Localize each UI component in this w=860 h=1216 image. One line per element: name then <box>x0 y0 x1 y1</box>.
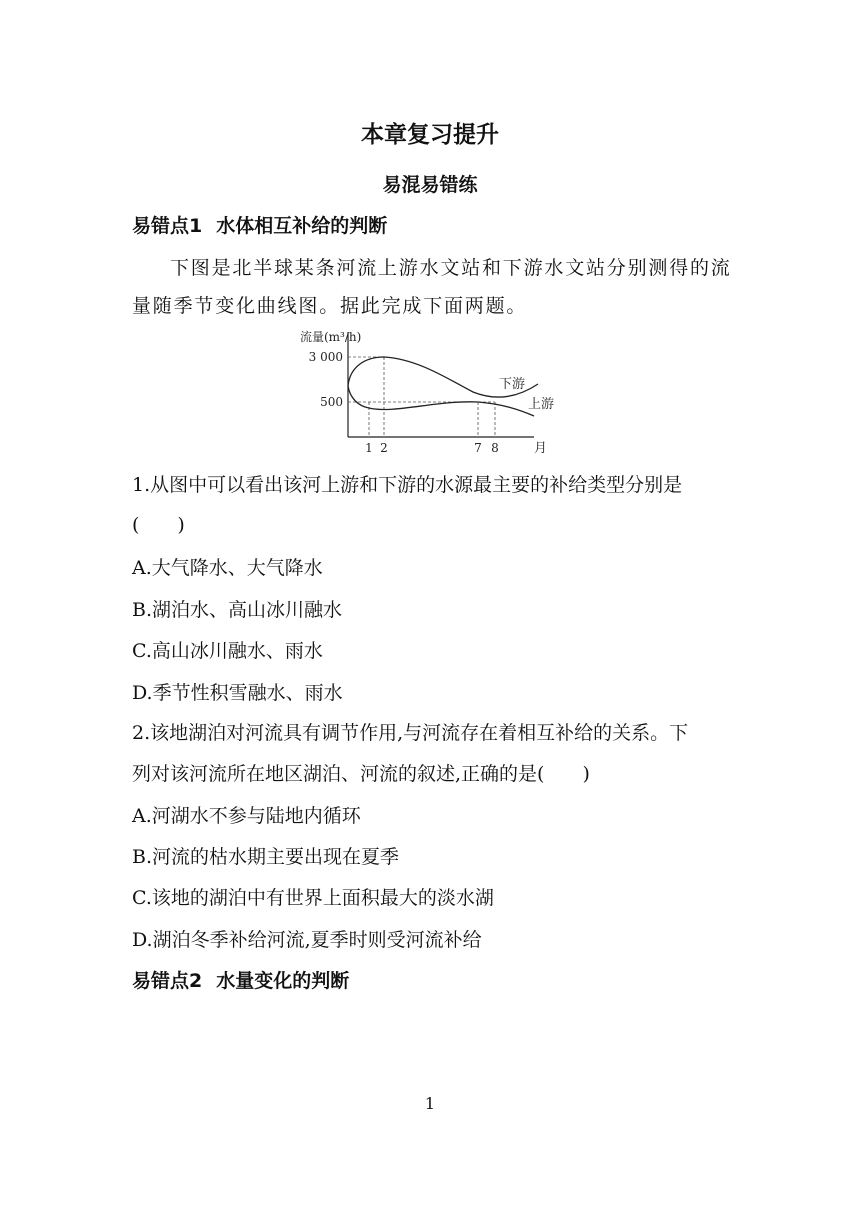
question-1-option-b: B.湖泊水、高山冰川融水 <box>132 599 343 621</box>
question-1-option-a: A.大气降水、大气降水 <box>132 557 323 579</box>
x-tick-1: 1 <box>365 441 373 455</box>
section-heading-1 <box>132 211 387 238</box>
legend-downstream: 下游 <box>499 377 526 392</box>
page-subtitle: 易混易错练 <box>382 174 478 196</box>
page-number: 1 <box>424 1094 436 1113</box>
legend-upstream: 上游 <box>528 397 555 412</box>
section-heading-2 <box>132 966 349 993</box>
x-tick-7: 7 <box>474 441 482 455</box>
question-2-option-d: D.湖泊冬季补给河流,夏季时则受河流补给 <box>132 929 482 951</box>
question-1-option-d: D.季节性积雪融水、雨水 <box>132 682 343 704</box>
question-1-stem-line-1: 1.从图中可以看出该河上游和下游的水源最主要的补给类型分别是 <box>132 474 683 496</box>
section-label: 易错点1 <box>132 215 203 237</box>
page-title: 本章复习提升 <box>361 122 499 148</box>
guide-lines <box>348 357 495 437</box>
question-2-stem-line-1: 2.该地湖泊对河流具有调节作用,与河流存在着相互补给的关系。下 <box>132 722 689 744</box>
y-tick-3000: 3 000 <box>308 350 343 364</box>
intro-line-1: 下图是北半球某条河流上游水文站和下游水文站分别测得的流 <box>170 257 732 279</box>
question-2-option-c: C.该地的湖泊中有世界上面积最大的淡水湖 <box>132 887 494 909</box>
question-2-option-a: A.河湖水不参与陆地内循环 <box>132 805 361 827</box>
section-label: 易错点2 <box>132 970 203 992</box>
y-tick-500: 500 <box>320 395 343 409</box>
x-tick-8: 8 <box>491 441 499 455</box>
x-tick-2: 2 <box>380 441 388 455</box>
section-text: 水量变化的判断 <box>216 970 350 992</box>
question-1-option-c: C.高山冰川融水、雨水 <box>132 640 323 662</box>
section-text: 水体相互补给的判断 <box>216 215 388 237</box>
question-2-stem-line-2: 列对该河流所在地区湖泊、河流的叙述,正确的是( ) <box>132 763 590 785</box>
question-2-option-b: B.河流的枯水期主要出现在夏季 <box>132 846 400 868</box>
x-axis-label: 月 <box>534 441 548 456</box>
question-1-stem-line-2: ( ) <box>132 514 185 536</box>
flow-chart <box>298 324 568 460</box>
intro-line-2: 量随季节变化曲线图。据此完成下面两题。 <box>132 295 528 317</box>
y-axis-label: 流量(m³/h) <box>300 330 362 344</box>
